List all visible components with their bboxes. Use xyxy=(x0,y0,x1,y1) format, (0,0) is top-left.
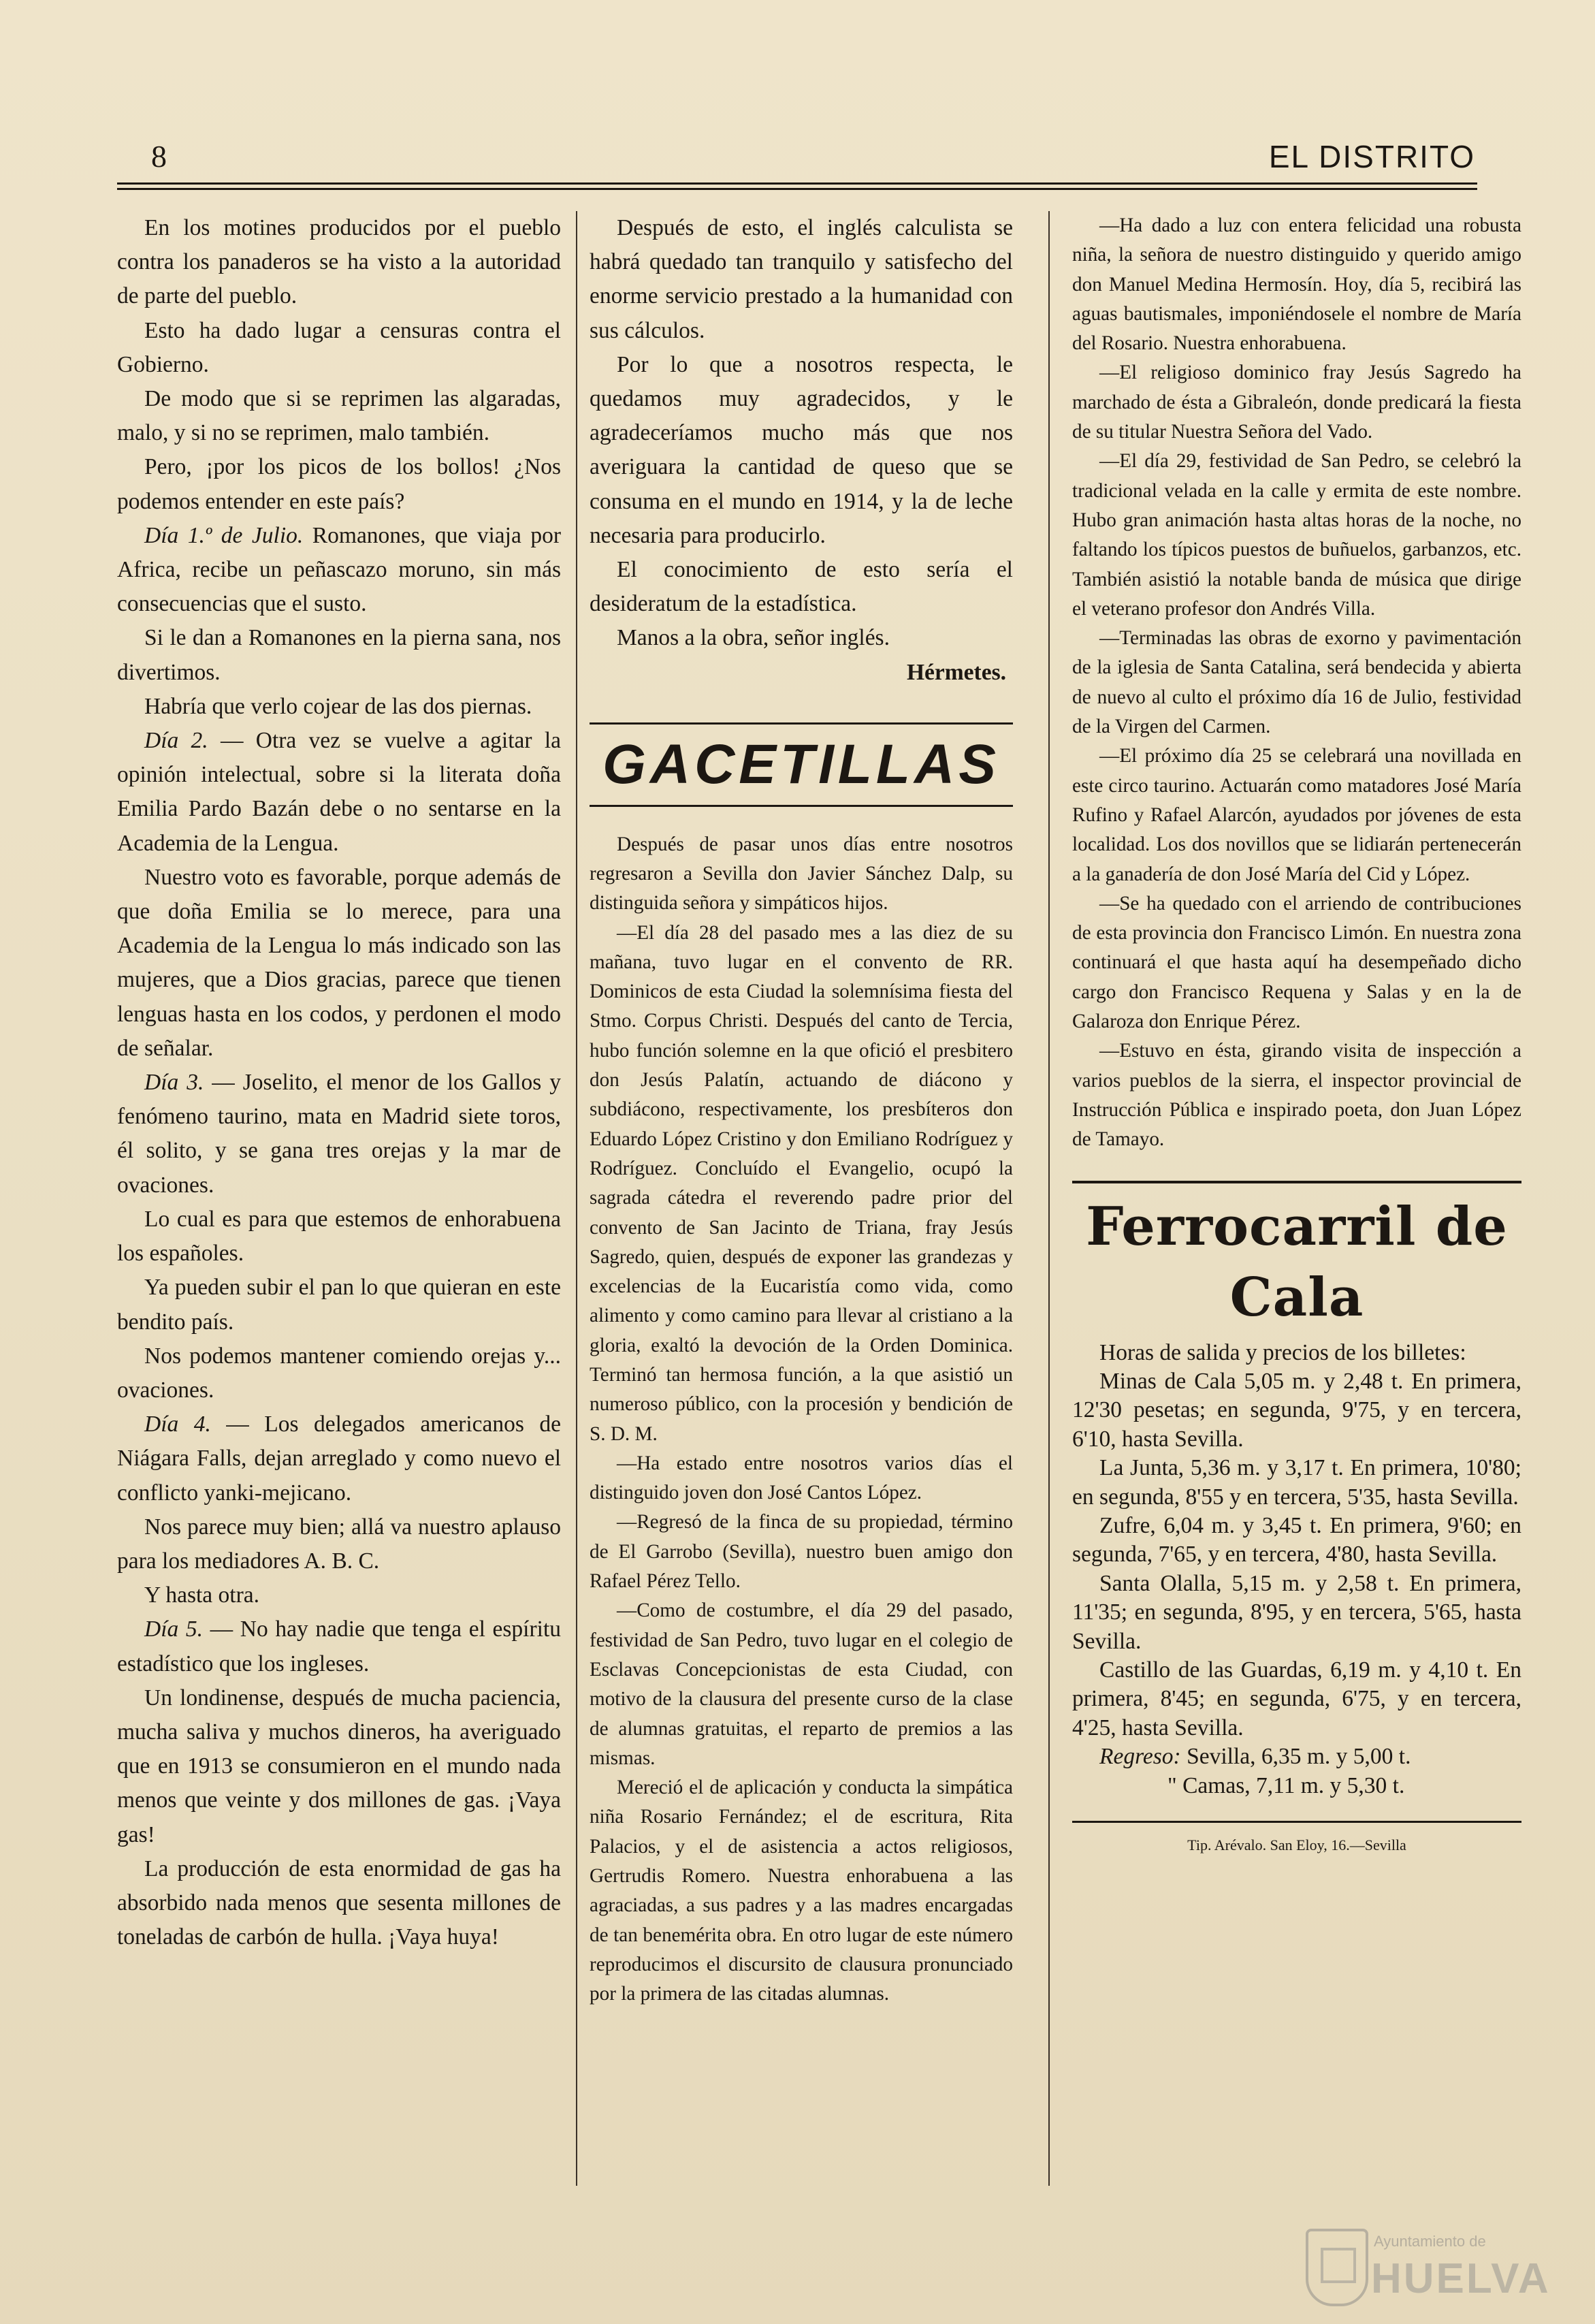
column-divider xyxy=(1048,211,1050,2186)
schedule-station: Zufre, 6,04 m. y 3,45 t. En primera, 9'60; en segunda, 7'65, y en tercera, 4'80, hasta Sevilla. xyxy=(1072,1512,1521,1567)
paragraph: La producción de esta enormidad de gas ha absorbido nada menos que sesenta millones de toneladas de carbón de hulla. ¡Vaya huya! xyxy=(117,1856,561,1950)
header-rule-2 xyxy=(117,188,1477,190)
paragraph: Esto ha dado lugar a censuras contra el Gobierno. xyxy=(117,317,561,377)
gacetillas-continued xyxy=(1072,211,1521,1155)
paragraph: Un londinense, después de mucha paciencia, mucha saliva y muchos dineros, ha averiguado que en 1913 se consumieron en el mundo nada menos que veinte y dos millones de gas. ¡Vaya gas! xyxy=(117,1685,561,1847)
news-item: Después de pasar unos días entre nosotros regresaron a Sevilla don Javier Sánchez Dalp, su distinguida señora y simpáticos hijos. xyxy=(590,833,1013,914)
paragraph: Lo cual es para que estemos de enhorabuena los españoles. xyxy=(117,1206,561,1267)
news-item: —El próximo día 25 se celebrará una novillada en este circo taurino. Actuarán como matadores José María Rufino y Rafael Alarcón, ayudados por jóvenes de esta localidad. Los dos novillos que se lidiarán pertenecerán a la ganadería de don José María del Cid y López. xyxy=(1072,745,1521,885)
paragraph: Después de esto, el inglés calculista se habrá quedado tan tranquilo y satisfecho del enorme servicio prestado a la humanidad con sus cálculos. xyxy=(590,215,1013,343)
printer-imprint: Tip. Arévalo. San Eloy, 16.—Sevilla xyxy=(1187,1836,1406,1853)
gacetillas-list xyxy=(590,830,1013,2009)
news-item: —Regresó de la finca de su propiedad, término de El Garrobo (Sevilla), nuestro buen amigo don Rafael Pérez Tello. xyxy=(590,1511,1013,1593)
paragraph: Por lo que a nosotros respecta, le quedamos muy agradecidos, y le agradeceríamos mucho más que nos averiguara la cantidad de queso que se consuma en el mundo en 1914, y la de leche necesaria para producirlo. xyxy=(590,351,1013,548)
schedule-intro: Horas de salida y precios de los billetes: xyxy=(1099,1339,1466,1365)
schedule-station: La Junta, 5,36 m. y 3,17 t. En primera, 10'80; en segunda, 8'55 y en tercera, 5'35, hasta Sevilla. xyxy=(1072,1455,1521,1510)
schedule-station: Minas de Cala 5,05 m. y 2,48 t. En primera, 12'30 pesetas; en segunda, 9'75, y en tercera, 6'10, hasta Sevilla. xyxy=(1072,1368,1521,1452)
dated-paragraph: Día 5. — No hay nadie que tenga el espíritu estadístico que los ingleses. xyxy=(117,1617,562,1676)
paragraph: Ya pueden subir el pan lo que quieran en este bendito país. xyxy=(117,1275,561,1335)
news-item: —Estuvo en ésta, girando visita de inspección a varios pueblos de la sierra, el inspector provincial de Instrucción Pública e inspirado poeta, don Juan López de Tamayo. xyxy=(1072,1040,1521,1151)
archive-watermark xyxy=(1306,2223,1551,2305)
news-item: —El día 28 del pasado mes a las diez de su mañana, tuvo lugar en el convento de RR. Dominicos de esta Ciudad la solemnísima fiesta del Stmo. Corpus Christi. Después del canto de Tercia, hubo función solemne en la que ofició el presbitero don Jesús Palatín, actuando de diácono y subdiácono, respectivamente, los presbíteros don Eduardo López Cristino y don Emiliano Rodríguez y Rodríguez. Concluído el Evangelio, ocupó la sagrada cátedra el reverendo padre prior del convento de San Jacinto de Triana, fray Jesús Sagredo, quien, después de exponer las grandezas y excelencias de la Eucaristía como vida, como alimento y como camino para llevar al cristiano a la gloria, exaltó la devoción de la Orden Dominica. Terminó tan hermosa función, a la que asistió un numeroso público, con la procesión y bendición de S. D. M. xyxy=(590,921,1013,1445)
column-divider xyxy=(576,211,577,2186)
column-2 xyxy=(590,211,1013,2009)
dated-paragraph: Día 1.º de Julio. Romanones, que viaja por Africa, recibe un peñascazo moruno, sin más consecuencias que el susto. xyxy=(117,522,561,617)
schedule-station: Santa Olalla, 5,15 m. y 2,58 t. En primera, 11'35; en segunda, 8'95, y en tercera, 5'65, hasta Sevilla. xyxy=(1072,1570,1521,1654)
news-item: —Se ha quedado con el arriendo de contribuciones de esta provincia don Francisco Limón. En nuestra zona continuará el que hasta aquí ha desempeñado dicho cargo don Francisco Requena y Salas y en la de Galaroza don Enrique Pérez. xyxy=(1072,892,1521,1033)
schedule-station: Castillo de las Guardas, 6,19 m. y 4,10 t. En primera, 8'45; en segunda, 6'75, y en tercera, 4'25, hasta Sevilla. xyxy=(1072,1657,1521,1740)
paragraph: Manos a la obra, señor inglés. xyxy=(617,625,890,651)
article-continuation xyxy=(590,211,1013,690)
column-3 xyxy=(1072,211,1521,1854)
watermark-city: HUELVA xyxy=(1371,2255,1551,2302)
paragraph: Si le dan a Romanones en la pierna sana, nos divertimos. xyxy=(117,625,561,685)
watermark-caption: Ayuntamiento de xyxy=(1374,2233,1486,2250)
paragraph: En los motines producidos por el pueblo contra los panaderos se ha visto a la autoridad de parte del pueblo. xyxy=(117,215,561,309)
paragraph: El conocimiento de esto sería el desideratum de la estadística. xyxy=(590,557,1013,617)
paragraph: De modo que si se reprimen las algaradas, malo, y si no se reprimen, malo también. xyxy=(117,386,561,446)
paragraph: Y hasta otra. xyxy=(144,1582,259,1608)
dated-paragraph: Día 2. — Otra vez se vuelve a agitar la opinión intelectual, sobre si la literata doña Emilia Pardo Bazán debe o no sentarse en la Academia de la Lengua. xyxy=(117,728,561,856)
news-item: —Como de costumbre, el día 29 del pasado, festividad de San Pedro, tuvo lugar en el colegio de Esclavas Concepcionistas de esta Ciudad, con motivo de la clausura del presente curso de la clase de alumnas gratuitas, el reparto de premios a las mismas. xyxy=(590,1599,1013,1769)
schedule-return-camas: " Camas, 7,11 m. y 5,30 t. xyxy=(1167,1772,1405,1798)
coat-of-arms-icon xyxy=(1306,2229,1368,2306)
news-item: —El día 29, festividad de San Pedro, se celebró la tradicional velada en la calle y ermita de este nombre. Hubo gran animación hasta altas horas de la noche, no faltando los típicos puestos de buñuelos, garbanzos, etc. También asistió la notable banda de música que dirige el veterano profesor don Andrés Villa. xyxy=(1072,450,1521,620)
section-heading-gacetillas: GACETILLAS xyxy=(590,722,1013,807)
news-item: Mereció el de aplicación y conducta la simpática niña Rosario Fernández; el de escritura, Rita Palacios, y el de asistencia a actos religiosos, Gertrudis Romero. Nuestra enhorabuena a las agraciadas, a sus padres y a las madres encargadas de tan benemérita obra. En otro lugar de este número reproducimos el discursito de clausura pronunciado por la primera de las citadas alumnas. xyxy=(590,1777,1013,2005)
paragraph: Nuestro voto es favorable, porque además de que doña Emilia se lo merece, para una Academia de la Lengua lo más indicado son las mujeres, que a Dios gracias, parece que tienen lenguas hasta en los codos, y perdonen el modo de señalar. xyxy=(117,864,561,1061)
page-number: 8 xyxy=(151,139,167,174)
schedule-return: Regreso: Sevilla, 6,35 m. y 5,00 t. xyxy=(1099,1744,1411,1770)
railway-schedule-body xyxy=(1072,1339,1521,1801)
column-1 xyxy=(117,211,561,1954)
paragraph: Nos podemos mantener comiendo orejas y... ovaciones. xyxy=(117,1343,561,1403)
paragraph: Pero, ¡por los picos de los bollos! ¿Nos podemos entender en este país? xyxy=(117,454,561,514)
news-item: —El religioso dominico fray Jesús Sagredo ha marchado de ésta a Gibraleón, donde predicará la fiesta de su titular Nuestra Señora del Vado. xyxy=(1072,362,1521,443)
header-rule xyxy=(117,182,1477,185)
news-item: —Terminadas las obras de exorno y pavimentación de la iglesia de Santa Catalina, será bendecida y abierta de nuevo al culto el próximo día 16 de Julio, festividad de la Virgen del Carmen. xyxy=(1072,627,1521,738)
news-item: —Ha estado entre nosotros varios días el distinguido joven don José Cantos López. xyxy=(590,1452,1013,1504)
newspaper-title: EL DISTRITO xyxy=(1268,139,1475,174)
railway-schedule xyxy=(1072,1181,1521,1824)
news-item: —Ha dado a luz con entera felicidad una robusta niña, la señora de nuestro distinguido y querido amigo don Manuel Medina Hermosín. Hoy, día 5, recibirá las aguas bautismales, imponiéndosele el nombre de María del Rosario. Nuestra enhorabuena. xyxy=(1072,214,1521,355)
paragraph: Habría que verlo cojear de las dos piernas. xyxy=(144,693,532,719)
author-signature: Hérmetes. xyxy=(906,659,1006,685)
railway-schedule-title: Ferrocarril de Cala xyxy=(1086,1195,1508,1328)
dated-paragraph: Día 3. — Joselito, el menor de los Gallos y fenómeno taurino, mata en Madrid siete toros, él solito, y se gana tres orejas y la mar de ovaciones. xyxy=(117,1070,561,1198)
paragraph: Nos parece muy bien; allá va nuestro aplauso para los mediadores A. B. C. xyxy=(117,1514,561,1574)
dated-paragraph: Día 4. — Los delegados americanos de Niágara Falls, dejan arreglado y como nuevo el conflicto yanki-mejicano. xyxy=(117,1412,562,1506)
